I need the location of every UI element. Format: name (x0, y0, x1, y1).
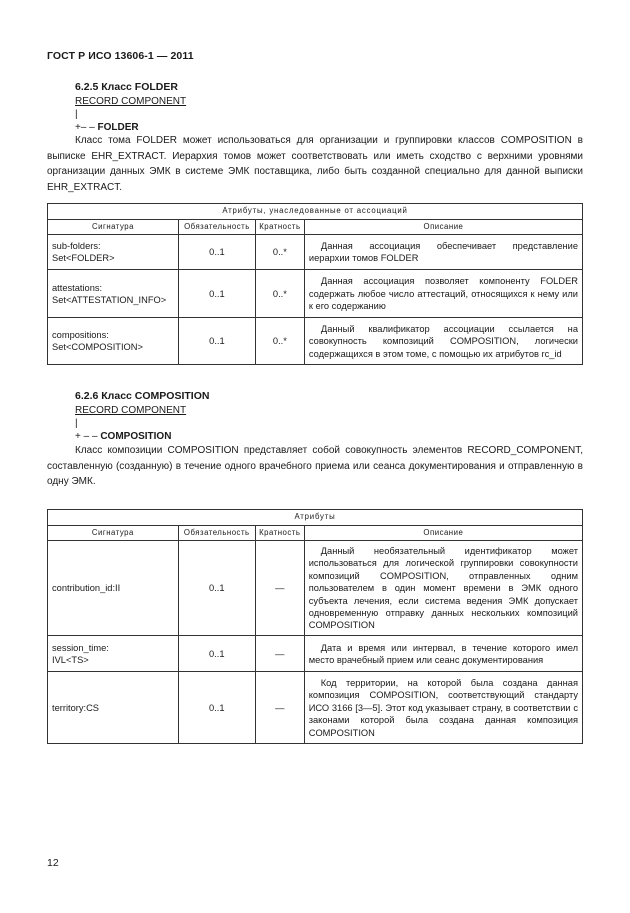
class-hierarchy-composition (75, 404, 186, 443)
required-cell: 0..1 (178, 672, 255, 744)
signature-name: territory:CS (52, 702, 100, 713)
signature-type: IVL<TS> (52, 654, 89, 665)
tree-child-line (75, 430, 186, 443)
description-cell: Код территории, на которой была создана данная композиция COMPOSITION, соответствующий стандарту ИСО 3166 [3—5]. Этот код указывает страну, в соответствии с законами которой была создана данная композиция COMPOSITION (304, 672, 582, 744)
description-cell: Данная ассоциация позволяет компоненту FOLDER содержать любое число аттестаций, относящихся к нему или к его содержанию (304, 270, 582, 318)
multiplicity-cell: 0..* (255, 235, 304, 270)
table-row (48, 318, 583, 365)
column-header: Обязательность (178, 526, 255, 541)
signature-type: Set<FOLDER> (52, 253, 115, 264)
signature-cell (48, 672, 179, 744)
column-header: Описание (304, 526, 582, 541)
signature-cell (48, 270, 179, 318)
section-heading-composition: 6.2.6 Класс COMPOSITION (75, 390, 210, 402)
signature-name: contribution_id:II (52, 583, 121, 594)
tree-child: FOLDER (97, 122, 139, 133)
class-hierarchy-folder (75, 95, 186, 134)
table-row (48, 235, 583, 270)
signature-cell (48, 235, 179, 270)
tree-parent: RECORD COMPONENT (75, 96, 187, 107)
folder-attributes-table (47, 203, 583, 365)
column-header: Обязательность (178, 220, 255, 235)
table-header-row (48, 526, 583, 541)
table-row (48, 541, 583, 636)
table-row (48, 636, 583, 672)
tree-connector: | (75, 418, 78, 429)
section-heading-folder: 6.2.5 Класс FOLDER (75, 81, 178, 93)
composition-attributes-table (47, 509, 583, 744)
tree-connector: | (75, 109, 78, 120)
page-number: 12 (47, 857, 59, 869)
column-header: Кратность (255, 526, 304, 541)
description-cell: Данная ассоциация обеспечивает представление иерархии томов FOLDER (304, 235, 582, 270)
standard-header: ГОСТ Р ИСО 13606-1 — 2011 (47, 50, 194, 62)
composition-description-paragraph: Класс композиции COMPOSITION представляет собой совокупность элементов RECORD_COMPONENT, составленную (созданную) в течение одного врачебного приема или сеанса документирования и отправленную в одну ЭМК. (47, 445, 583, 487)
signature-type: Set<COMPOSITION> (52, 342, 143, 353)
column-header: Кратность (255, 220, 304, 235)
signature-name: sub-folders: (52, 241, 101, 251)
tree-prefix: +– – (75, 122, 98, 133)
tree-prefix: + – – (75, 431, 101, 442)
column-header: Сигнатура (48, 220, 179, 235)
required-cell: 0..1 (178, 270, 255, 318)
folder-description-paragraph: Класс тома FOLDER может использоваться для организации и группировки классов COMPOSITION в выписке EHR_EXTRACT. Иерархия томов может соответствовать или иметь сходство с верхними уровнями организации данных ЭМК в системе ЭМК поставщика, либо быть созданной специально для данной выписки EHR_EXTRACT. (47, 135, 583, 193)
description-cell: Данный квалификатор ассоциации ссылается на совокупность композиций COMPOSITION, логически содержащихся в этом томе, с помощью их атрибутов rc_id (304, 318, 582, 365)
signature-name: compositions: (52, 330, 109, 340)
column-header: Описание (304, 220, 582, 235)
table-row (48, 270, 583, 318)
column-header: Сигнатура (48, 526, 179, 541)
multiplicity-cell: 0..* (255, 318, 304, 365)
multiplicity-cell: — (255, 636, 304, 672)
signature-cell (48, 318, 179, 365)
description-cell: Данный необязательный идентификатор может использоваться для логической группировки совокупности композиций COMPOSITION, отправленных одним пользователем в один момент времени в ЭМК одного субъекта лечения, если система ведения ЭМК допускает одновременную отправку данных нескольких композиций COMPOSITION (304, 541, 582, 636)
signature-name: attestations: (52, 282, 103, 293)
tree-parent: RECORD COMPONENT (75, 405, 187, 416)
multiplicity-cell: — (255, 541, 304, 636)
signature-type: Set<ATTESTATION_INFO> (52, 294, 167, 305)
signature-cell (48, 636, 179, 672)
required-cell: 0..1 (178, 235, 255, 270)
multiplicity-cell: 0..* (255, 270, 304, 318)
table-caption: Атрибуты (48, 510, 583, 526)
signature-name: session_time: (52, 642, 109, 653)
table-caption-row (48, 204, 583, 220)
multiplicity-cell: — (255, 672, 304, 744)
table-row (48, 672, 583, 744)
signature-cell (48, 541, 179, 636)
table-caption: Атрибуты, унаследованные от ассоциаций (48, 204, 583, 220)
required-cell: 0..1 (178, 541, 255, 636)
required-cell: 0..1 (178, 636, 255, 672)
description-cell: Дата и время или интервал, в течение которого имел место врачебный прием или сеанс документирования (304, 636, 582, 672)
table-header-row (48, 220, 583, 235)
required-cell: 0..1 (178, 318, 255, 365)
table-caption-row (48, 510, 583, 526)
tree-child: COMPOSITION (100, 431, 172, 442)
